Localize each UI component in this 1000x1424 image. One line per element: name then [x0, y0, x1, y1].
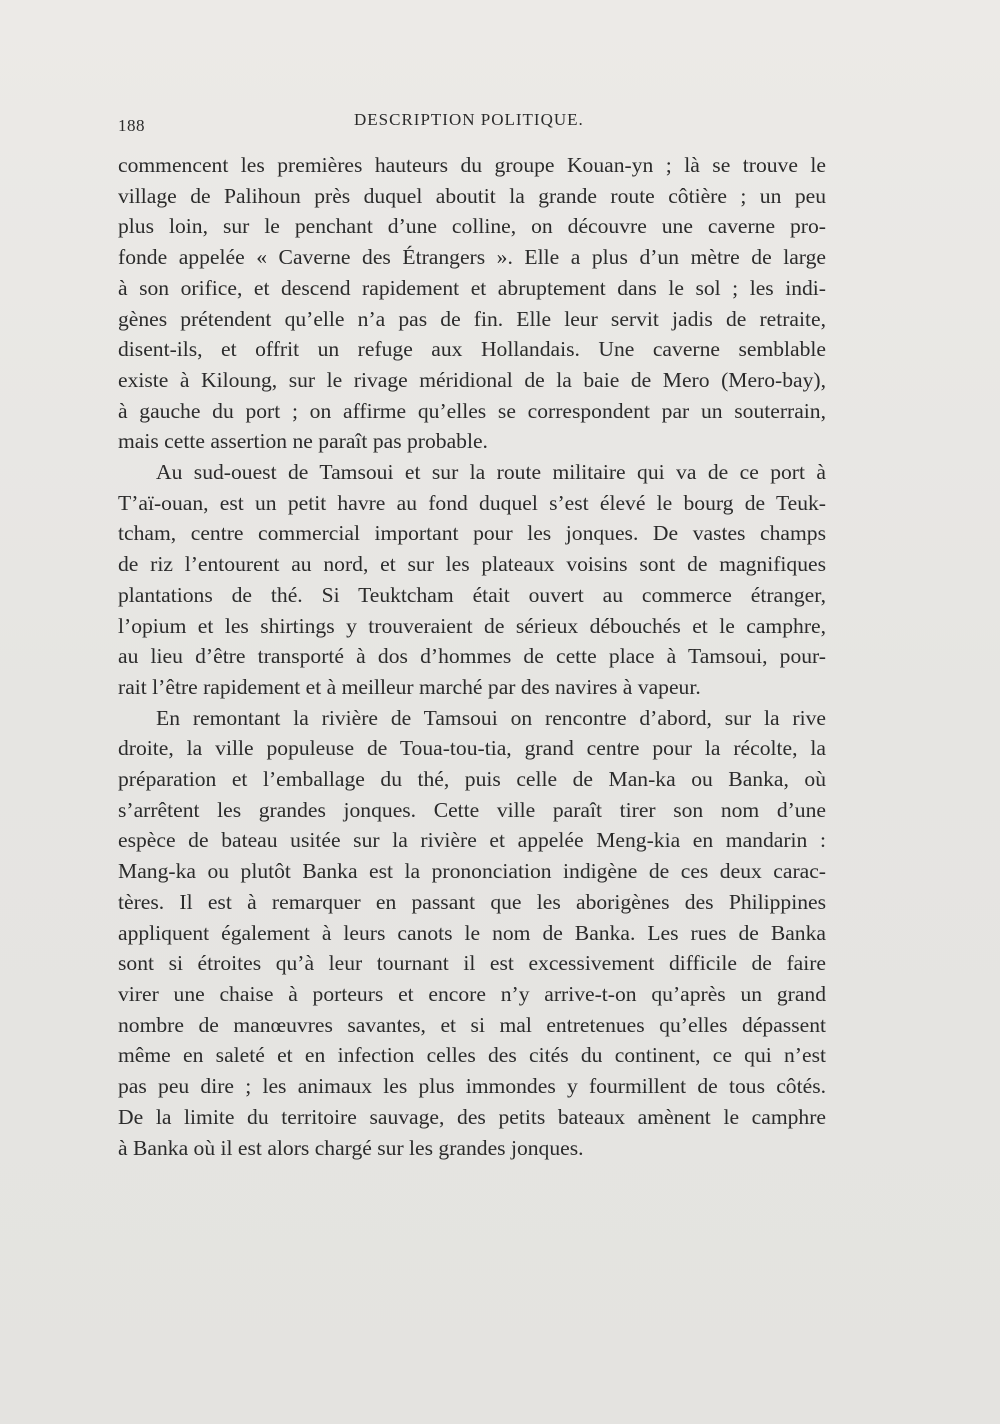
text-line: de riz l’entourent au nord, et sur les plateaux voisins sont de magnifiques — [118, 552, 826, 577]
text-line: même en saleté et en infection celles des cités du continent, ce qui n’est — [118, 1043, 826, 1068]
running-head — [118, 108, 828, 136]
text-line: à Banka où il est alors chargé sur les grandes jonques. — [118, 1135, 584, 1160]
text-line: à son orifice, et descend rapidement et abruptement dans le sol ; les indi- — [118, 275, 826, 300]
text-line: existe à Kiloung, sur le rivage méridional de la baie de Mero (Mero-bay), — [118, 367, 826, 392]
text-line: pas peu dire ; les animaux les plus immondes y fourmillent de tous côtés. — [118, 1074, 826, 1099]
text-line: préparation et l’emballage du thé, puis celle de Man-ka ou Banka, où — [118, 767, 826, 792]
text-line: fonde appelée « Caverne des Étrangers ». Elle a plus d’un mètre de large — [118, 245, 826, 270]
running-title: DESCRIPTION POLITIQUE. — [354, 110, 584, 129]
text-line: T’aï-ouan, est un petit havre au fond duquel s’est élevé le bourg de Teuk- — [118, 490, 826, 515]
text-line: Au sud-ouest de Tamsoui et sur la route militaire qui va de ce port à — [156, 460, 826, 485]
text-line: En remontant la rivière de Tamsoui on rencontre d’abord, sur la rive — [156, 705, 826, 730]
text-line: à gauche du port ; on affirme qu’elles se correspondent par un souterrain, — [118, 398, 826, 423]
text-line: Mang-ka ou plutôt Banka est la prononciation indigène de ces deux carac- — [118, 859, 826, 884]
text-line: mais cette assertion ne paraît pas probable. — [118, 429, 488, 454]
paragraph-2 — [118, 457, 826, 703]
text-line: tcham, centre commercial important pour les jonques. De vastes champs — [118, 521, 826, 546]
text-line: appliquent également à leurs canots le nom de Banka. Les rues de Banka — [118, 920, 826, 945]
text-line: tères. Il est à remarquer en passant que les aborigènes des Philippines — [118, 889, 826, 914]
text-line: commencent les premières hauteurs du groupe Kouan-yn ; là se trouve le — [118, 153, 826, 177]
text-line: s’arrêtent les grandes jonques. Cette ville paraît tirer son nom d’une — [118, 797, 826, 822]
text-line: De la limite du territoire sauvage, des petits bateaux amènent le camphre — [118, 1104, 826, 1129]
text-line: village de Palihoun près duquel aboutit la grande route côtière ; un peu — [118, 183, 826, 208]
body-text — [118, 150, 826, 1163]
text-line: plantations de thé. Si Teuktcham était ouvert au commerce étranger, — [118, 582, 826, 607]
text-line: nombre de manœuvres savantes, et si mal entretenues qu’elles dépassent — [118, 1012, 826, 1037]
text-line: virer une chaise à porteurs et encore n’y arrive-t-on qu’après un grand — [118, 981, 826, 1006]
page-number: 188 — [118, 116, 145, 135]
text-line: l’opium et les shirtings y trouveraient de sérieux débouchés et le camphre, — [118, 613, 826, 638]
text-line: sont si étroites qu’à leur tournant il est excessivement difficile de faire — [118, 951, 826, 976]
paragraph-3 — [118, 703, 826, 1164]
text-line: droite, la ville populeuse de Toua-tou-tia, grand centre pour la récolte, la — [118, 736, 826, 761]
text-line: disent-ils, et offrit un refuge aux Hollandais. Une caverne semblable — [118, 337, 826, 362]
text-line: espèce de bateau usitée sur la rivière et appelée Meng-kia en mandarin : — [118, 828, 826, 853]
text-line: gènes prétendent qu’elle n’a pas de fin. Elle leur servit jadis de retraite, — [118, 306, 826, 331]
text-line: plus loin, sur le penchant d’une colline, on découvre une caverne pro- — [118, 214, 826, 239]
text-line: au lieu d’être transporté à dos d’hommes de cette place à Tamsoui, pour- — [118, 644, 826, 669]
paragraph-1 — [118, 150, 826, 457]
text-line: rait l’être rapidement et à meilleur marché par des navires à vapeur. — [118, 674, 701, 699]
